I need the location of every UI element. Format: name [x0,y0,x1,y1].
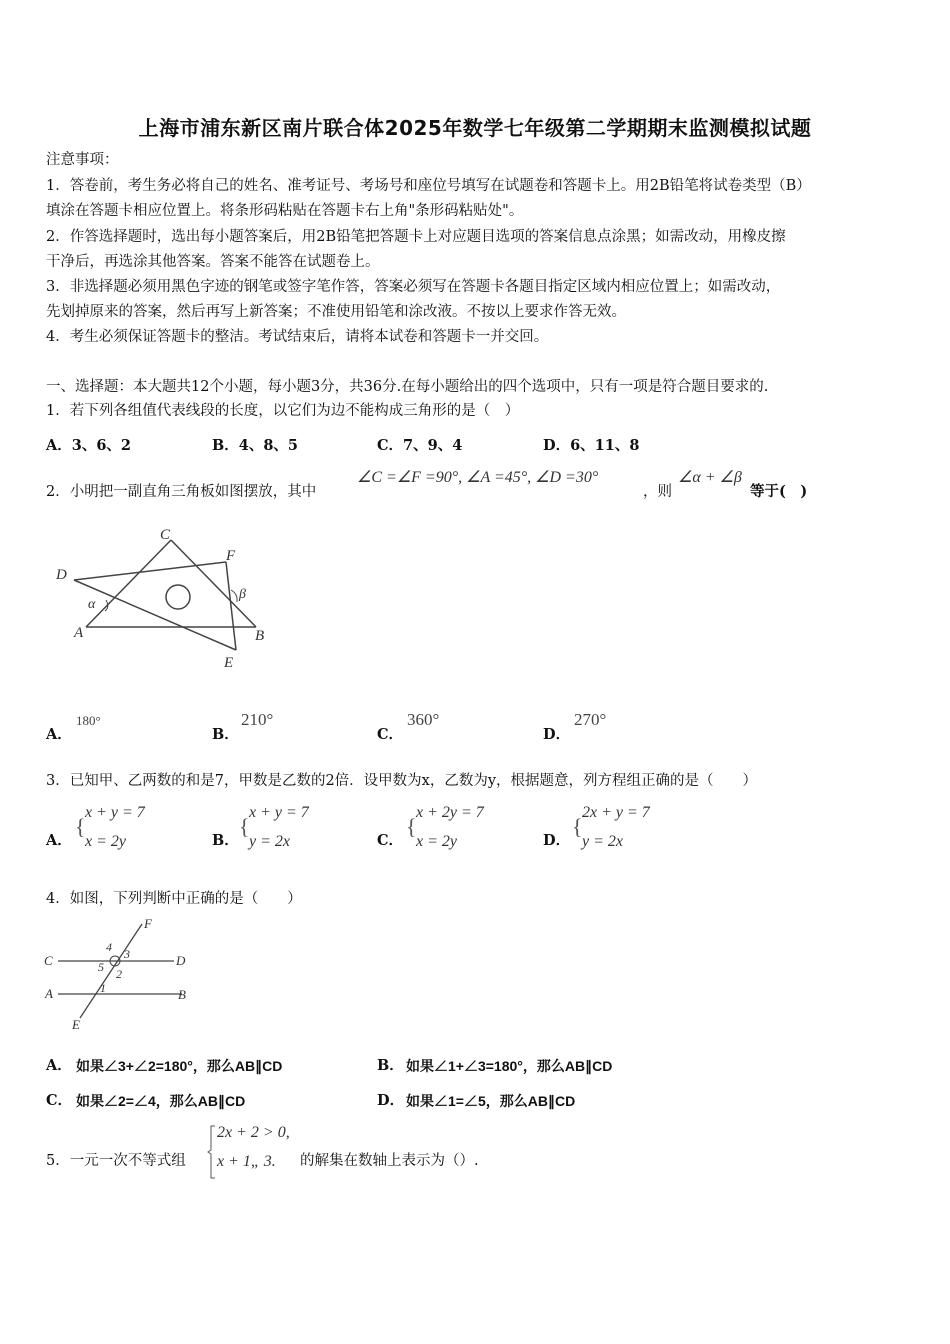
section-heading: 一、选择题：本大题共12个小题，每小题3分，共36分.在每小题给出的四个选项中，只有一项是符合题目要求的. [46,379,769,395]
q4-option-b-letter: B． [377,1057,404,1074]
brace-icon [207,1124,217,1180]
label-4: 4 [106,940,112,954]
q2-option-a-value: 180° [76,713,101,728]
line-d-f [74,562,226,580]
q4-parallel-lines-figure [42,914,202,1034]
question-4-stem: 4．如图，下列判断中正确的是（ ） [46,891,302,907]
page-title: 上海市浦东新区南片联合体2025年数学七年级第二学期期末监测模拟试题 [138,116,812,140]
notice-line: 4．考生必须保证答题卡的整洁。考试结束后，请将本试卷和答题卡一并交回。 [46,329,549,345]
q1-option-b: B．4、8、5 [212,437,299,454]
q2-formula: ∠C =∠F =90°, ∠A =45°, ∠D =30° [357,469,599,486]
question-3-stem: 3．已知甲、乙两数的和是7，甲数是乙数的2倍．设甲数为x，乙数为y，根据题意，列方程组正确的是（ ） [46,773,758,789]
notice-line: 干净后，再选涂其他答案。答案不能答在试题卷上。 [46,254,380,270]
q3-option-d-letter: D． [543,832,571,849]
q2-option-a-letter: A． [46,726,72,743]
label-d: D [176,953,186,968]
q4-option-a-text: 如果∠3+∠2=180°，那么AB∥CD [76,1058,283,1074]
q3-b-eq2: y = 2x [249,833,290,850]
q3-c-eq2: x = 2y [416,833,457,850]
label-5: 5 [98,960,104,974]
q5-ineq2: x + 1„ 3. [217,1153,276,1170]
label-1: 1 [100,981,106,995]
label-a: A [45,986,53,1001]
q4-option-a-letter: A． [46,1057,72,1074]
brace-icon: { [75,814,86,839]
q4-option-c-letter: C． [46,1092,73,1109]
question-5-stem: 5．一元一次不等式组 [46,1153,186,1169]
q3-a-eq1: x + y = 7 [85,804,145,821]
notice-line: 2．作答选择题时，选出每小题答案后，用2B铅笔把答题卡上对应题目选项的答案信息点涂黑；如需改动，用橡皮擦 [46,229,786,245]
q2-triangles-figure [48,522,278,672]
question-1-stem: 1．若下列各组值代表线段的长度，以它们为边不能构成三角形的是（ ） [46,403,520,419]
q1-option-a: A．3、6、2 [46,437,132,454]
q2-option-d-value: 270° [574,710,607,729]
q2-option-c-letter: C． [377,726,404,743]
line-c-a [86,540,171,627]
q3-option-c-letter: C． [377,832,404,849]
q3-d-eq2: y = 2x [582,833,623,850]
q2-stem-mid: ，则 [643,484,672,500]
label-f: F [144,916,152,931]
question-2-stem: 2．小明把一副直角三角板如图摆放，其中 [46,484,317,500]
q4-option-c-text: 如果∠2=∠4，那么AB∥CD [76,1093,246,1109]
notice-line: 填涂在答题卡相应位置上。将条形码粘贴在答题卡右上角"条形码粘贴处"。 [46,203,524,219]
label-beta: β [239,587,246,602]
q3-option-b-letter: B． [212,832,239,849]
notice-line: 1．答卷前，考生务必将自己的姓名、准考证号、考场号和座位号填写在试题卷和答题卡上。用2B铅笔将试卷类型（B） [46,178,811,194]
q2-option-b-letter: B． [212,726,239,743]
label-2: 2 [116,967,122,981]
brace-icon: { [572,814,583,839]
label-b: B [178,987,186,1002]
angle-beta-arc [231,590,237,602]
label-alpha: α [88,597,96,612]
notice-heading: 注意事项： [46,152,119,168]
q2-option-d-letter: D． [543,726,571,743]
notice-line: 3．非选择题必须用黑色字迹的钢笔或签字笔作答，答案必须写在答题卡各题目指定区域内相应位置上；如需改动， [46,279,781,295]
q3-c-eq1: x + 2y = 7 [416,804,484,821]
q3-b-eq1: x + y = 7 [249,804,309,821]
q4-option-d-letter: D． [377,1092,405,1109]
q3-d-eq1: 2x + y = 7 [582,804,650,821]
q1-option-d: D．6、11、8 [543,437,640,454]
q3-a-eq2: x = 2y [85,833,126,850]
q3-option-a-letter: A． [46,832,72,849]
label-e: E [224,655,234,671]
notice-line: 先划掉原来的答案，然后再写上新答案；不准使用铅笔和涂改液。不按以上要求作答无效。 [46,304,626,320]
q2-stem-post: 等于( ) [750,483,808,500]
q2-option-c-value: 360° [407,710,440,729]
q5-ineq1: 2x + 2 > 0, [217,1124,290,1141]
label-e: E [72,1017,80,1032]
q2-option-b-value: 210° [241,710,274,729]
line-ef [80,924,142,1018]
label-c: C [160,527,171,543]
label-a: A [74,625,84,641]
brace-icon: { [239,814,250,839]
circle-hole [166,585,190,609]
label-3: 3 [124,947,130,961]
q4-option-d-text: 如果∠1=∠5，那么AB∥CD [406,1093,576,1109]
brace-icon: { [406,814,417,839]
q2-formula-2: ∠α + ∠β [678,469,742,486]
label-b: B [255,628,265,644]
q1-option-c: C．7、9、4 [377,437,463,454]
label-f: F [226,548,236,564]
q5-stem-post: 的解集在数轴上表示为（）. [300,1153,479,1169]
label-c: C [44,953,53,968]
label-d: D [56,567,67,583]
line-c-b [171,540,256,627]
q4-option-b-text: 如果∠1+∠3=180°，那么AB∥CD [406,1058,613,1074]
